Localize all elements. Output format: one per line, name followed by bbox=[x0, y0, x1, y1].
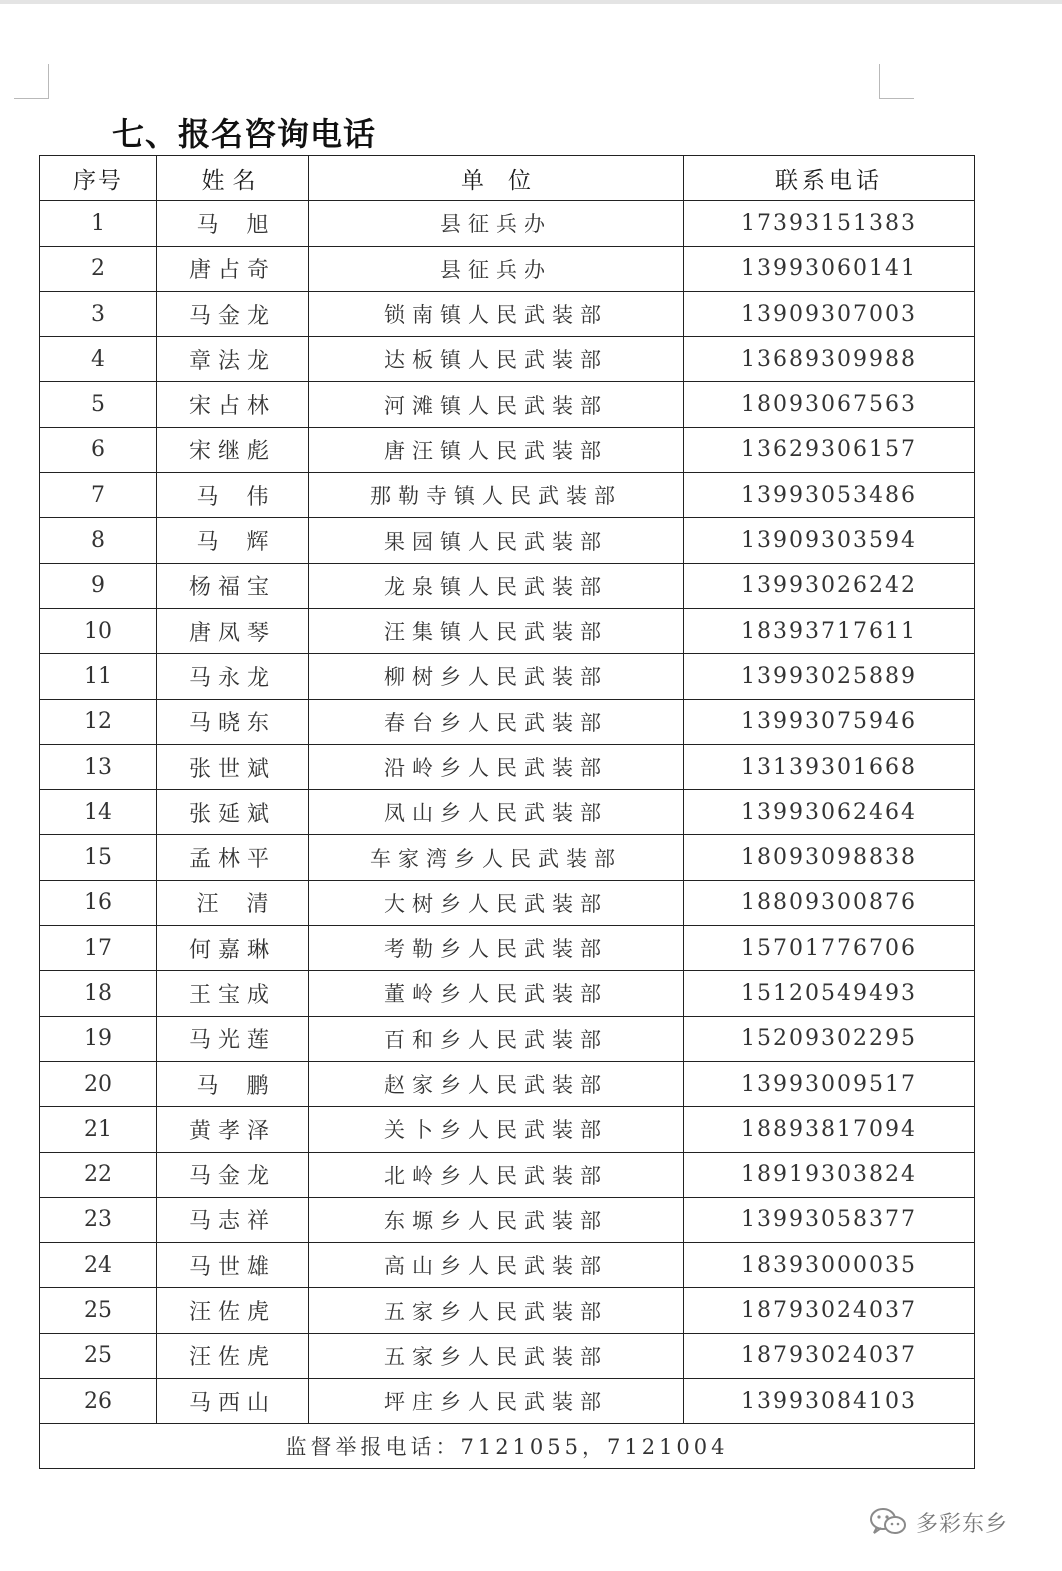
row-name: 马光莲 bbox=[157, 1016, 309, 1061]
row-unit: 唐汪镇人民武装部 bbox=[309, 427, 684, 472]
row-unit: 坪庄乡人民武装部 bbox=[309, 1379, 684, 1424]
row-phone: 18809300876 bbox=[684, 880, 975, 925]
table-row bbox=[40, 1061, 975, 1106]
row-unit: 汪集镇人民武装部 bbox=[309, 608, 684, 653]
header-name: 姓名 bbox=[157, 156, 309, 201]
row-name: 汪清 bbox=[157, 880, 309, 925]
row-no: 20 bbox=[40, 1061, 157, 1106]
row-phone: 13993009517 bbox=[684, 1061, 975, 1106]
row-unit: 关卜乡人民武装部 bbox=[309, 1107, 684, 1152]
row-name: 章法龙 bbox=[157, 337, 309, 382]
row-unit: 考勒乡人民武装部 bbox=[309, 926, 684, 971]
table-row bbox=[40, 291, 975, 336]
table-row bbox=[40, 518, 975, 563]
row-unit: 五家乡人民武装部 bbox=[309, 1288, 684, 1333]
row-name: 马永龙 bbox=[157, 654, 309, 699]
row-name: 宋占林 bbox=[157, 382, 309, 427]
row-unit: 龙泉镇人民武装部 bbox=[309, 563, 684, 608]
row-phone: 13629306157 bbox=[684, 427, 975, 472]
row-phone: 13993062464 bbox=[684, 790, 975, 835]
section-heading: 七、报名咨询电话 bbox=[112, 115, 377, 153]
row-no: 5 bbox=[40, 382, 157, 427]
page-corner-mark-right bbox=[879, 64, 914, 99]
row-name: 马金龙 bbox=[157, 1152, 309, 1197]
row-name: 马旭 bbox=[157, 201, 309, 246]
row-phone: 13993060141 bbox=[684, 246, 975, 291]
supervision-hotline: 监督举报电话：7121055，7121004 bbox=[40, 1424, 975, 1469]
row-no: 13 bbox=[40, 744, 157, 789]
table-row bbox=[40, 790, 975, 835]
row-no: 8 bbox=[40, 518, 157, 563]
row-unit: 县征兵办 bbox=[309, 246, 684, 291]
row-phone: 15701776706 bbox=[684, 926, 975, 971]
contact-table bbox=[39, 155, 975, 1469]
table-row bbox=[40, 880, 975, 925]
row-name: 马晓东 bbox=[157, 699, 309, 744]
row-phone: 17393151383 bbox=[684, 201, 975, 246]
row-name: 马金龙 bbox=[157, 291, 309, 336]
row-no: 4 bbox=[40, 337, 157, 382]
row-name: 张延斌 bbox=[157, 790, 309, 835]
row-no: 16 bbox=[40, 880, 157, 925]
row-phone: 18893817094 bbox=[684, 1107, 975, 1152]
row-unit: 果园镇人民武装部 bbox=[309, 518, 684, 563]
table-row bbox=[40, 201, 975, 246]
row-phone: 18793024037 bbox=[684, 1288, 975, 1333]
watermark bbox=[868, 1502, 1008, 1542]
row-phone: 13689309988 bbox=[684, 337, 975, 382]
table-row bbox=[40, 473, 975, 518]
table-row bbox=[40, 1243, 975, 1288]
table-row bbox=[40, 971, 975, 1016]
table-header-row bbox=[40, 156, 975, 201]
row-phone: 15120549493 bbox=[684, 971, 975, 1016]
row-name: 黄孝泽 bbox=[157, 1107, 309, 1152]
row-phone: 15209302295 bbox=[684, 1016, 975, 1061]
table-row bbox=[40, 246, 975, 291]
row-unit: 五家乡人民武装部 bbox=[309, 1333, 684, 1378]
table-row bbox=[40, 1333, 975, 1378]
row-unit: 河滩镇人民武装部 bbox=[309, 382, 684, 427]
row-name: 马辉 bbox=[157, 518, 309, 563]
row-phone: 18093098838 bbox=[684, 835, 975, 880]
table-row bbox=[40, 654, 975, 699]
table-row bbox=[40, 608, 975, 653]
row-phone: 13993025889 bbox=[684, 654, 975, 699]
row-no: 26 bbox=[40, 1379, 157, 1424]
row-no: 18 bbox=[40, 971, 157, 1016]
row-unit: 凤山乡人民武装部 bbox=[309, 790, 684, 835]
row-phone: 18919303824 bbox=[684, 1152, 975, 1197]
row-no: 6 bbox=[40, 427, 157, 472]
table-row bbox=[40, 1152, 975, 1197]
row-unit: 锁南镇人民武装部 bbox=[309, 291, 684, 336]
row-name: 马伟 bbox=[157, 473, 309, 518]
row-phone: 13909307003 bbox=[684, 291, 975, 336]
header-unit: 单位 bbox=[309, 156, 684, 201]
row-no: 15 bbox=[40, 835, 157, 880]
row-phone: 13993075946 bbox=[684, 699, 975, 744]
row-no: 10 bbox=[40, 608, 157, 653]
table-row bbox=[40, 926, 975, 971]
row-unit: 县征兵办 bbox=[309, 201, 684, 246]
row-unit: 春台乡人民武装部 bbox=[309, 699, 684, 744]
row-unit: 大树乡人民武装部 bbox=[309, 880, 684, 925]
row-no: 22 bbox=[40, 1152, 157, 1197]
row-name: 马世雄 bbox=[157, 1243, 309, 1288]
row-name: 马西山 bbox=[157, 1379, 309, 1424]
row-name: 马志祥 bbox=[157, 1197, 309, 1242]
row-name: 唐凤琴 bbox=[157, 608, 309, 653]
row-name: 宋继彪 bbox=[157, 427, 309, 472]
row-unit: 高山乡人民武装部 bbox=[309, 1243, 684, 1288]
table-row bbox=[40, 1288, 975, 1333]
table-row bbox=[40, 1197, 975, 1242]
row-name: 孟林平 bbox=[157, 835, 309, 880]
row-unit: 达板镇人民武装部 bbox=[309, 337, 684, 382]
row-phone: 13993026242 bbox=[684, 563, 975, 608]
row-no: 9 bbox=[40, 563, 157, 608]
row-phone: 18093067563 bbox=[684, 382, 975, 427]
row-no: 21 bbox=[40, 1107, 157, 1152]
table-row bbox=[40, 699, 975, 744]
row-name: 汪佐虎 bbox=[157, 1333, 309, 1378]
row-phone: 13993058377 bbox=[684, 1197, 975, 1242]
row-phone: 18793024037 bbox=[684, 1333, 975, 1378]
row-unit: 北岭乡人民武装部 bbox=[309, 1152, 684, 1197]
row-phone: 13909303594 bbox=[684, 518, 975, 563]
row-name: 何嘉琳 bbox=[157, 926, 309, 971]
row-unit: 百和乡人民武装部 bbox=[309, 1016, 684, 1061]
table-row bbox=[40, 563, 975, 608]
row-no: 25 bbox=[40, 1333, 157, 1378]
row-no: 12 bbox=[40, 699, 157, 744]
row-no: 14 bbox=[40, 790, 157, 835]
table-row bbox=[40, 744, 975, 789]
watermark-text: 多彩东乡 bbox=[916, 1511, 1009, 1537]
table-row bbox=[40, 1016, 975, 1061]
table-row bbox=[40, 1379, 975, 1424]
row-no: 23 bbox=[40, 1197, 157, 1242]
row-name: 王宝成 bbox=[157, 971, 309, 1016]
row-no: 11 bbox=[40, 654, 157, 699]
row-no: 3 bbox=[40, 291, 157, 336]
row-unit: 东塬乡人民武装部 bbox=[309, 1197, 684, 1242]
row-name: 唐占奇 bbox=[157, 246, 309, 291]
table-body bbox=[40, 201, 975, 1424]
row-no: 2 bbox=[40, 246, 157, 291]
row-no: 25 bbox=[40, 1288, 157, 1333]
row-phone: 13993053486 bbox=[684, 473, 975, 518]
header-no: 序号 bbox=[40, 156, 157, 201]
row-unit: 车家湾乡人民武装部 bbox=[309, 835, 684, 880]
page-corner-mark-left bbox=[14, 64, 49, 99]
row-no: 7 bbox=[40, 473, 157, 518]
header-phone: 联系电话 bbox=[684, 156, 975, 201]
row-unit: 沿岭乡人民武装部 bbox=[309, 744, 684, 789]
table-row bbox=[40, 337, 975, 382]
row-unit: 那勒寺镇人民武装部 bbox=[309, 473, 684, 518]
row-name: 汪佐虎 bbox=[157, 1288, 309, 1333]
table-row bbox=[40, 1107, 975, 1152]
row-unit: 董岭乡人民武装部 bbox=[309, 971, 684, 1016]
row-no: 17 bbox=[40, 926, 157, 971]
row-no: 1 bbox=[40, 201, 157, 246]
table-row bbox=[40, 382, 975, 427]
wechat-official-account-icon bbox=[868, 1506, 908, 1538]
row-phone: 18393717611 bbox=[684, 608, 975, 653]
row-name: 杨福宝 bbox=[157, 563, 309, 608]
row-unit: 赵家乡人民武装部 bbox=[309, 1061, 684, 1106]
row-no: 24 bbox=[40, 1243, 157, 1288]
table-row bbox=[40, 427, 975, 472]
row-phone: 18393000035 bbox=[684, 1243, 975, 1288]
row-phone: 13139301668 bbox=[684, 744, 975, 789]
row-unit: 柳树乡人民武装部 bbox=[309, 654, 684, 699]
table-footer-row bbox=[40, 1424, 975, 1469]
table-row bbox=[40, 835, 975, 880]
row-name: 张世斌 bbox=[157, 744, 309, 789]
row-no: 19 bbox=[40, 1016, 157, 1061]
row-phone: 13993084103 bbox=[684, 1379, 975, 1424]
row-name: 马鹏 bbox=[157, 1061, 309, 1106]
page-top-edge bbox=[0, 0, 1062, 4]
